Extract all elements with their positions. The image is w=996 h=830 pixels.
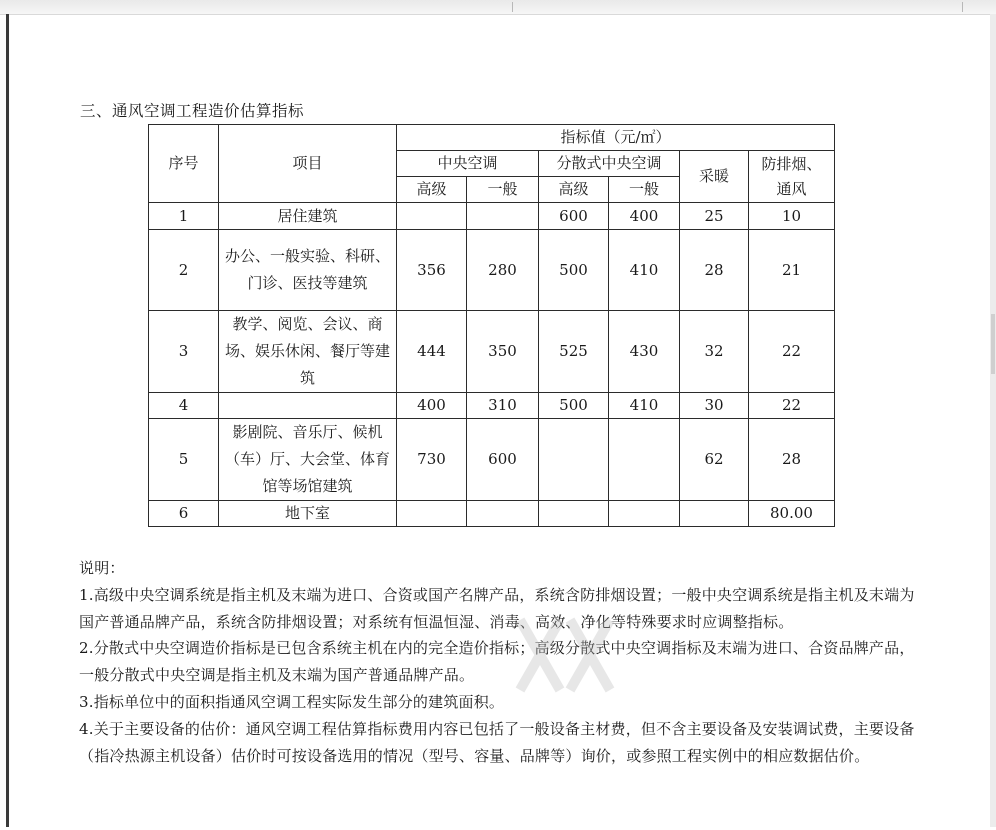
cell-split-normal: 400 <box>609 203 680 230</box>
toolbar-divider <box>962 2 963 12</box>
cell-central-high: 730 <box>397 419 467 501</box>
cell-smoke: 80.00 <box>749 501 835 527</box>
cell-split-normal: 430 <box>609 311 680 393</box>
cell-central-normal <box>467 203 539 230</box>
header-smoke-ventilation <box>749 151 835 203</box>
header-split-high: 高级 <box>539 177 609 203</box>
cell-central-high: 356 <box>397 230 467 311</box>
cell-split-normal <box>609 419 680 501</box>
table-row <box>149 419 835 501</box>
note-item-4: 4.关于主要设备的估价：通风空调工程估算指标费用内容已包括了一般设备主材费，但不含主要设备及安装调试费，主要设备（指冷热源主机设备）估价时可按设备选用的情况（型号、容量、品牌等）询价，或参照工程实例中的相应数据估价。 <box>79 719 915 765</box>
cell-central-high <box>397 203 467 230</box>
cell-central-normal <box>467 501 539 527</box>
cell-split-normal <box>609 501 680 527</box>
cell-central-high <box>397 501 467 527</box>
notes-heading: 说明： <box>79 559 125 577</box>
cell-seq: 2 <box>149 230 219 311</box>
table-row <box>149 501 835 527</box>
header-index-value: 指标值（元/㎡） <box>397 125 835 151</box>
cell-item <box>219 311 397 393</box>
cell-split-high: 525 <box>539 311 609 393</box>
scrollbar-thumb[interactable] <box>991 314 995 374</box>
cell-heating: 62 <box>680 419 749 501</box>
cell-item <box>219 393 397 419</box>
header-heating: 采暖 <box>680 151 749 203</box>
cell-seq: 3 <box>149 311 219 393</box>
cell-smoke: 22 <box>749 393 835 419</box>
cell-central-normal: 600 <box>467 419 539 501</box>
section-title: 三、通风空调工程造价估算指标 <box>80 102 305 120</box>
cell-item <box>219 230 397 311</box>
cell-heating: 30 <box>680 393 749 419</box>
cell-seq: 1 <box>149 203 219 230</box>
cell-heating: 25 <box>680 203 749 230</box>
table-row <box>149 230 835 311</box>
cell-split-normal: 410 <box>609 230 680 311</box>
header-central-high: 高级 <box>397 177 467 203</box>
cell-split-high: 500 <box>539 230 609 311</box>
cell-seq: 6 <box>149 501 219 527</box>
cell-heating <box>680 501 749 527</box>
cell-item <box>219 419 397 501</box>
cost-index-table <box>148 124 835 527</box>
cell-heating: 32 <box>680 311 749 393</box>
toolbar-divider <box>512 2 513 12</box>
note-item-3: 3.指标单位中的面积指通风空调工程实际发生部分的建筑面积。 <box>79 692 505 711</box>
cell-item-text: 办公、一般实验、科研、门诊、医技等建筑 <box>225 247 391 292</box>
table-row <box>149 393 835 419</box>
cell-item-text: 影剧院、音乐厅、候机（车）厅、大会堂、体育馆等场馆建筑 <box>225 423 391 495</box>
header-item: 项目 <box>219 125 397 203</box>
scrollbar[interactable] <box>990 14 996 827</box>
cell-central-high: 444 <box>397 311 467 393</box>
cell-seq: 5 <box>149 419 219 501</box>
table-header-row <box>149 125 835 151</box>
cell-smoke: 10 <box>749 203 835 230</box>
cell-central-normal: 350 <box>467 311 539 393</box>
table-row <box>149 203 835 230</box>
cell-smoke: 28 <box>749 419 835 501</box>
header-seq: 序号 <box>149 125 219 203</box>
note-item-1: 1.高级中央空调系统是指主机及末端为进口、合资或国产名牌产品，系统含防排烟设置；一般中央空调系统是指主机及末端为国产普通品牌产品，系统含防排烟设置；对系统有恒温恒湿、消毒、高效、净化等特殊要求时应调整指标。 <box>79 585 915 631</box>
cell-smoke: 21 <box>749 230 835 311</box>
header-smoke-line2: 通风 <box>776 179 807 198</box>
header-smoke-line1: 防排烟、 <box>761 154 822 173</box>
header-split-central-ac: 分散式中央空调 <box>539 151 680 177</box>
table-row <box>149 311 835 393</box>
header-split-normal: 一般 <box>609 177 680 203</box>
cell-item: 居住建筑 <box>219 203 397 230</box>
cell-seq: 4 <box>149 393 219 419</box>
cell-item: 地下室 <box>219 501 397 527</box>
cell-central-high: 400 <box>397 393 467 419</box>
cell-split-high <box>539 501 609 527</box>
cell-split-normal: 410 <box>609 393 680 419</box>
cell-item-text: 教学、阅览、会议、商场、娱乐休闲、餐厅等建筑 <box>225 315 391 387</box>
cell-heating: 28 <box>680 230 749 311</box>
cell-split-high: 600 <box>539 203 609 230</box>
cell-split-high: 500 <box>539 393 609 419</box>
header-central-ac: 中央空调 <box>397 151 539 177</box>
cell-smoke: 22 <box>749 311 835 393</box>
cell-central-normal: 280 <box>467 230 539 311</box>
note-item-2: 2.分散式中央空调造价指标是已包含系统主机在内的完全造价指标；高级分散式中央空调指标及末端为进口、合资品牌产品，一般分散式中央空调是指主机及末端为国产普通品牌产品。 <box>79 639 915 685</box>
page-left-edge <box>6 14 9 827</box>
header-central-normal: 一般 <box>467 177 539 203</box>
cell-central-normal: 310 <box>467 393 539 419</box>
viewer-top-bar <box>0 0 996 15</box>
notes-section <box>79 555 919 769</box>
cell-split-high <box>539 419 609 501</box>
